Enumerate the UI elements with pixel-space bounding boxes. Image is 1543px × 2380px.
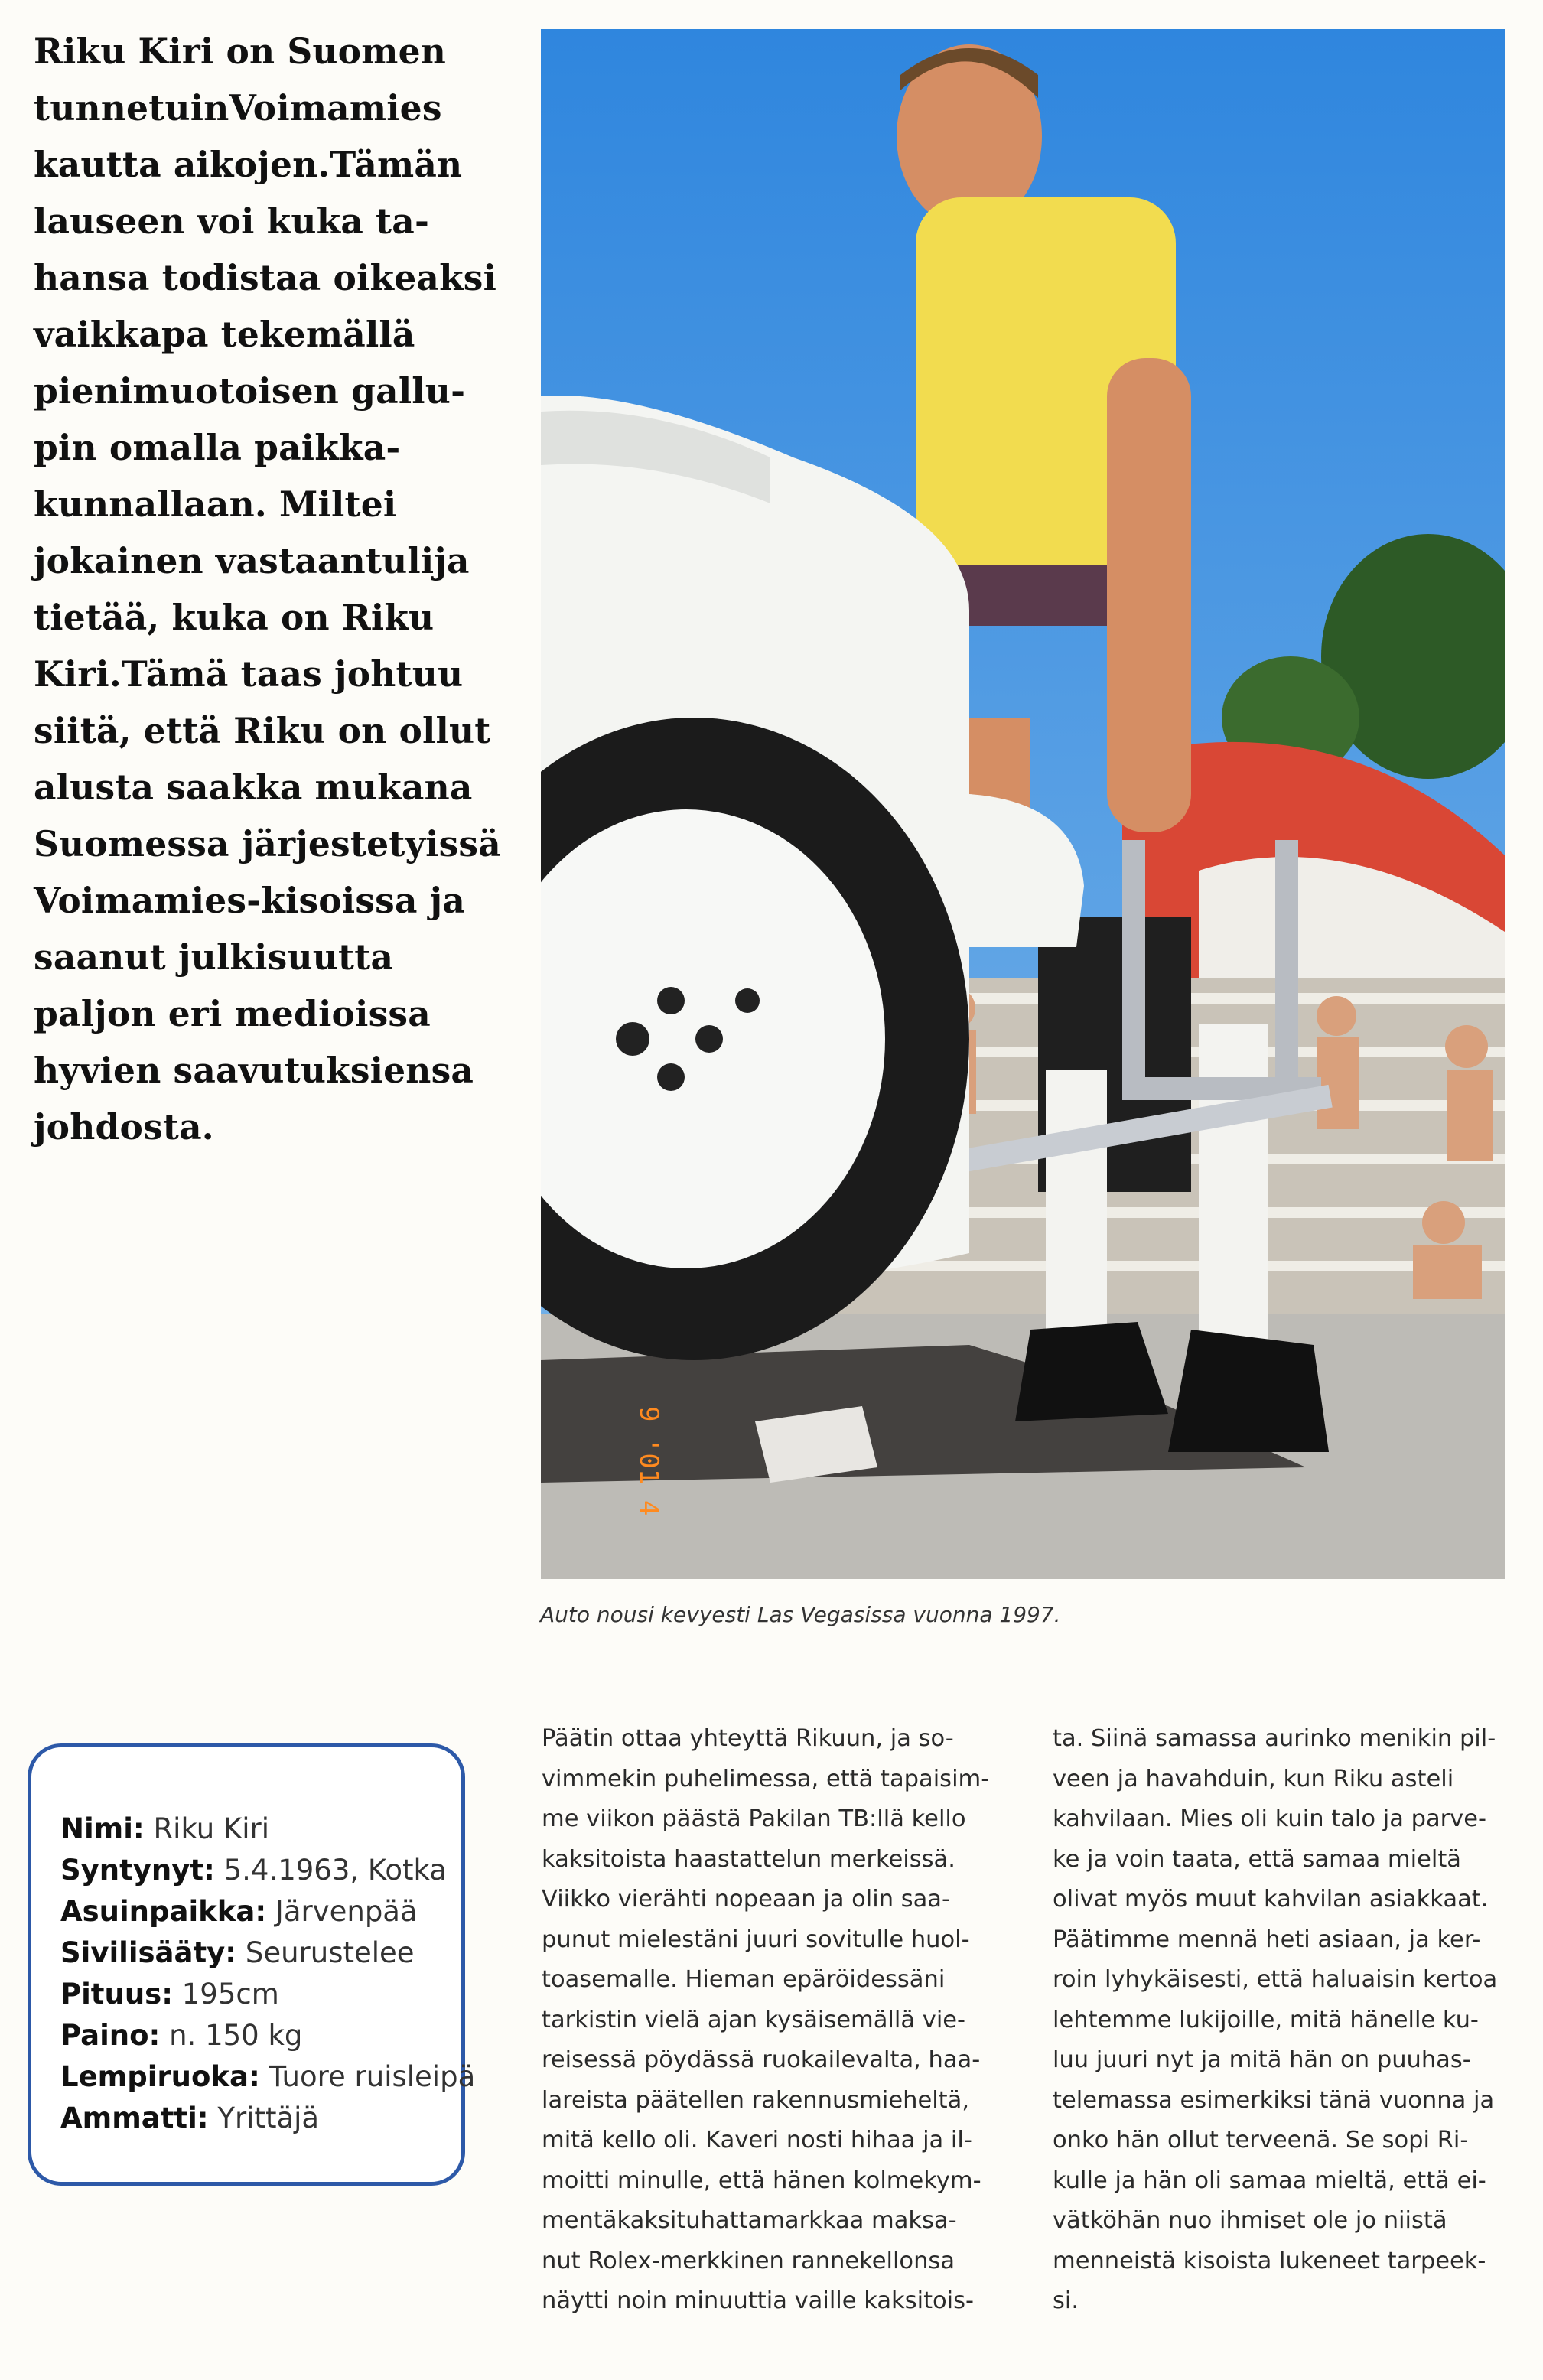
infobox-row (60, 1809, 461, 1850)
infobox-value: Tuore ruisleipä (269, 2060, 476, 2093)
body-line: näytti noin minuuttia vaille kaksitois- (542, 2287, 975, 2314)
infobox-row (60, 1891, 461, 1932)
intro-line: kautta aikojen.Tämän (34, 144, 463, 185)
intro-line: paljon eri medioissa (34, 993, 431, 1034)
body-line: Viikko vierähti nopeaan ja olin saa- (542, 1886, 951, 1913)
body-line: olivat myös muut kahvilan asiakkaat. (1053, 1886, 1489, 1913)
intro-line: hyvien saavutuksiensa (34, 1050, 474, 1091)
infobox-label: Sivilisääty: (60, 1936, 237, 1969)
body-line: me viikon päästä Pakilan TB:llä kello (542, 1805, 966, 1832)
body-column-1 (542, 1719, 989, 2322)
infobox-label: Syntynyt: (60, 1854, 215, 1887)
body-line: kaksitoista haastattelun merkeissä. (542, 1845, 955, 1873)
intro-line: jokainen vastaantulija (34, 540, 470, 581)
body-line: ta. Siinä samassa aurinko menikin pil- (1053, 1725, 1496, 1752)
body-line: telemassa esimerkiksi tänä vuonna ja (1053, 2086, 1495, 2114)
body-line: toasemalle. Hieman epäröidessäni (542, 1966, 946, 1993)
body-line: vätköhän nuo ihmiset ole jo niistä (1053, 2207, 1447, 2234)
profile-infobox (28, 1743, 476, 2186)
body-line: tarkistin vielä ajan kysäisemällä vie- (542, 2006, 966, 2033)
infobox-row (60, 1932, 461, 1974)
intro-line: siitä, että Riku on ollut (34, 710, 491, 751)
body-line: luu juuri nyt ja mitä hän on puuhas- (1053, 2046, 1471, 2073)
infobox-value: n. 150 kg (169, 2019, 303, 2052)
body-line: menneistä kisoista lukeneet tarpeek- (1053, 2247, 1486, 2274)
body-line: veen ja havahduin, kun Riku asteli (1053, 1765, 1454, 1792)
body-line: si. (1053, 2287, 1079, 2314)
body-column-2 (1053, 1719, 1497, 2322)
body-line: Päätin ottaa yhteyttä Rikuun, ja so- (542, 1725, 954, 1752)
infobox-row (60, 2098, 461, 2139)
infobox-label: Asuinpaikka: (60, 1895, 267, 1928)
infobox-value: Yrittäjä (217, 2102, 320, 2134)
body-line: lareista päätellen rakennusmieheltä, (542, 2086, 970, 2114)
body-line: reisessä pöydässä ruokailevalta, haa- (542, 2046, 981, 2073)
infobox-value: Seurustelee (245, 1936, 415, 1969)
strongman-car-lift-photo (541, 29, 1505, 1579)
intro-line: Suomessa järjestetyissä (34, 823, 501, 864)
body-line: onko hän ollut terveenä. Se sopi Ri- (1053, 2127, 1469, 2154)
body-line: kahvilaan. Mies oli kuin talo ja parve- (1053, 1805, 1486, 1832)
intro-line: Riku Kiri on Suomen (34, 31, 447, 72)
intro-line: tietää, kuka on Riku (34, 597, 435, 638)
photo-date-stamp: 9 '01 4 (633, 1406, 664, 1516)
intro-line: johdosta. (34, 1106, 214, 1148)
infobox-row (60, 2056, 476, 2098)
infobox-value: Järvenpää (275, 1895, 418, 1928)
infobox-row (60, 1974, 461, 2015)
infobox-value: 195cm (181, 1978, 279, 2010)
strongman-photo (541, 29, 1505, 1579)
bleed-through-texture (38, 1423, 467, 1714)
intro-line: alusta saakka mukana (34, 767, 473, 808)
body-line: lehtemme lukijoille, mitä hänelle ku- (1053, 2006, 1479, 2033)
intro-paragraph (34, 23, 501, 1155)
infobox-value: Riku Kiri (153, 1812, 269, 1845)
body-line: ke ja voin taata, että samaa mieltä (1053, 1845, 1461, 1873)
infobox-label: Ammatti: (60, 2102, 209, 2134)
intro-line: hansa todistaa oikeaksi (34, 257, 497, 298)
body-line: kulle ja hän oli samaa mieltä, että ei- (1053, 2167, 1486, 2194)
infobox-label: Lempiruoka: (60, 2060, 260, 2093)
intro-line: lauseen voi kuka ta- (34, 200, 430, 242)
infobox-value: 5.4.1963, Kotka (223, 1854, 447, 1887)
infobox-label: Paino: (60, 2019, 161, 2052)
intro-line: Voimamies-kisoissa ja (34, 880, 466, 921)
infobox-row (60, 1850, 461, 1891)
intro-line: pienimuotoisen gallu- (34, 370, 466, 412)
body-line: moitti minulle, että hänen kolmekym- (542, 2167, 981, 2194)
body-line: Päätimme mennä heti asiaan, ja ker- (1053, 1926, 1481, 1953)
body-line: punut mielestäni juuri sovitulle huol- (542, 1926, 970, 1953)
body-line: mitä kello oli. Kaveri nosti hihaa ja il- (542, 2127, 972, 2154)
intro-line: tunnetuinVoimamies (34, 87, 442, 129)
body-line: mentäkaksituhattamarkkaa maksa- (542, 2207, 957, 2234)
infobox-label: Nimi: (60, 1812, 145, 1845)
photo-caption: Auto nousi kevyesti Las Vegasissa vuonna 1997. (540, 1602, 1061, 1627)
infobox-row (60, 2015, 461, 2056)
intro-line: Kiri.Tämä taas johtuu (34, 653, 464, 695)
intro-line: vaikkapa tekemällä (34, 314, 415, 355)
intro-line: kunnallaan. Miltei (34, 483, 397, 525)
body-line: vimmekin puhelimessa, että tapaisim- (542, 1765, 990, 1792)
intro-line: pin omalla paikka- (34, 427, 401, 468)
body-line: nut Rolex-merkkinen rannekellonsa (542, 2247, 955, 2274)
infobox-label: Pituus: (60, 1978, 173, 2010)
intro-line: saanut julkisuutta (34, 936, 394, 978)
body-line: roin lyhykäisesti, että haluaisin kertoa (1053, 1966, 1498, 1993)
